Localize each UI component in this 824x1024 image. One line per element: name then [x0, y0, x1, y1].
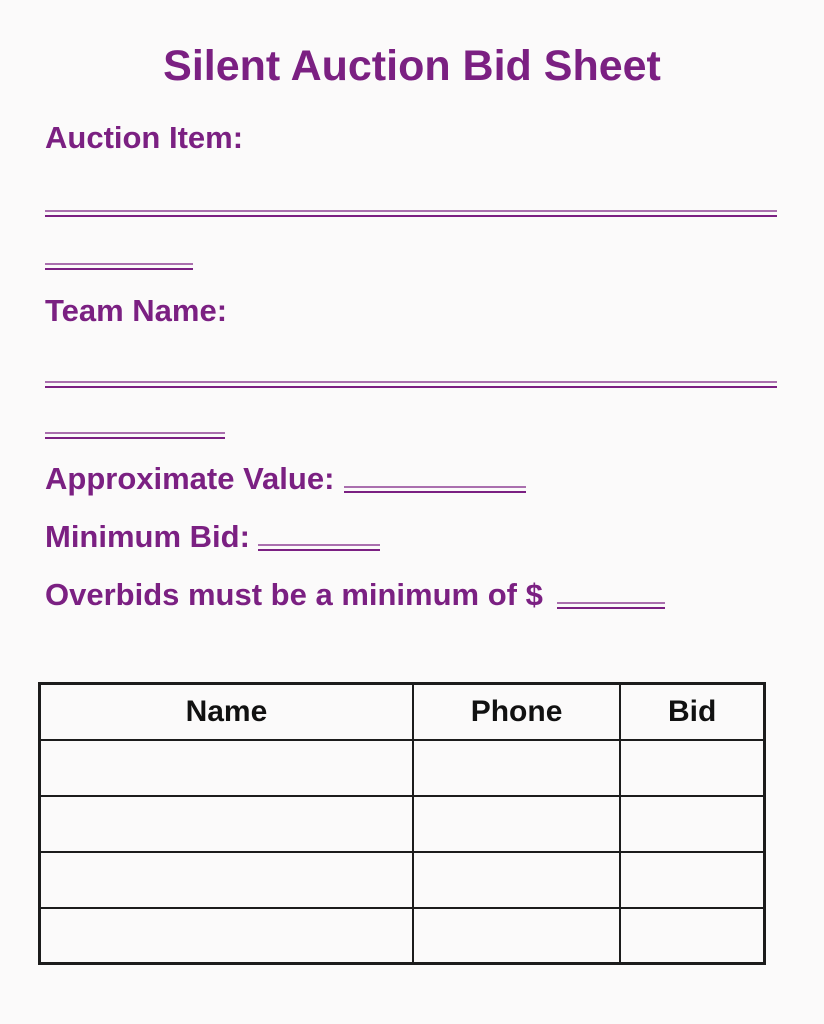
table-row — [40, 740, 765, 796]
name-cell[interactable] — [40, 740, 413, 796]
minimum-bid-write-line[interactable] — [258, 544, 380, 551]
auction-item-label: Auction Item: — [45, 120, 244, 155]
approximate-value-label: Approximate Value: — [45, 461, 335, 496]
name-cell[interactable] — [40, 796, 413, 852]
name-cell[interactable] — [40, 852, 413, 908]
minimum-bid-label: Minimum Bid: — [45, 519, 250, 554]
column-header-name: Name — [40, 684, 413, 740]
column-header-bid: Bid — [620, 684, 764, 740]
team-name-write-line-1[interactable] — [45, 381, 777, 388]
auction-item-write-line-2[interactable] — [45, 263, 193, 270]
phone-cell[interactable] — [413, 852, 620, 908]
auction-item-write-line-1[interactable] — [45, 210, 777, 217]
bid-table — [38, 682, 766, 965]
table-header-row — [40, 684, 765, 740]
phone-cell[interactable] — [413, 796, 620, 852]
phone-cell[interactable] — [413, 740, 620, 796]
table-row — [40, 796, 765, 852]
table-row — [40, 852, 765, 908]
approximate-value-write-line[interactable] — [344, 486, 526, 493]
bid-cell[interactable] — [620, 908, 764, 964]
bid-cell[interactable] — [620, 796, 764, 852]
bid-cell[interactable] — [620, 740, 764, 796]
table-row — [40, 908, 765, 964]
name-cell[interactable] — [40, 908, 413, 964]
phone-cell[interactable] — [413, 908, 620, 964]
team-name-label: Team Name: — [45, 293, 228, 328]
page-title: Silent Auction Bid Sheet — [163, 42, 661, 90]
column-header-phone: Phone — [413, 684, 620, 740]
team-name-write-line-2[interactable] — [45, 432, 225, 439]
overbid-minimum-write-line[interactable] — [557, 602, 665, 609]
bid-cell[interactable] — [620, 852, 764, 908]
overbid-minimum-label: Overbids must be a minimum of $ — [45, 577, 543, 612]
